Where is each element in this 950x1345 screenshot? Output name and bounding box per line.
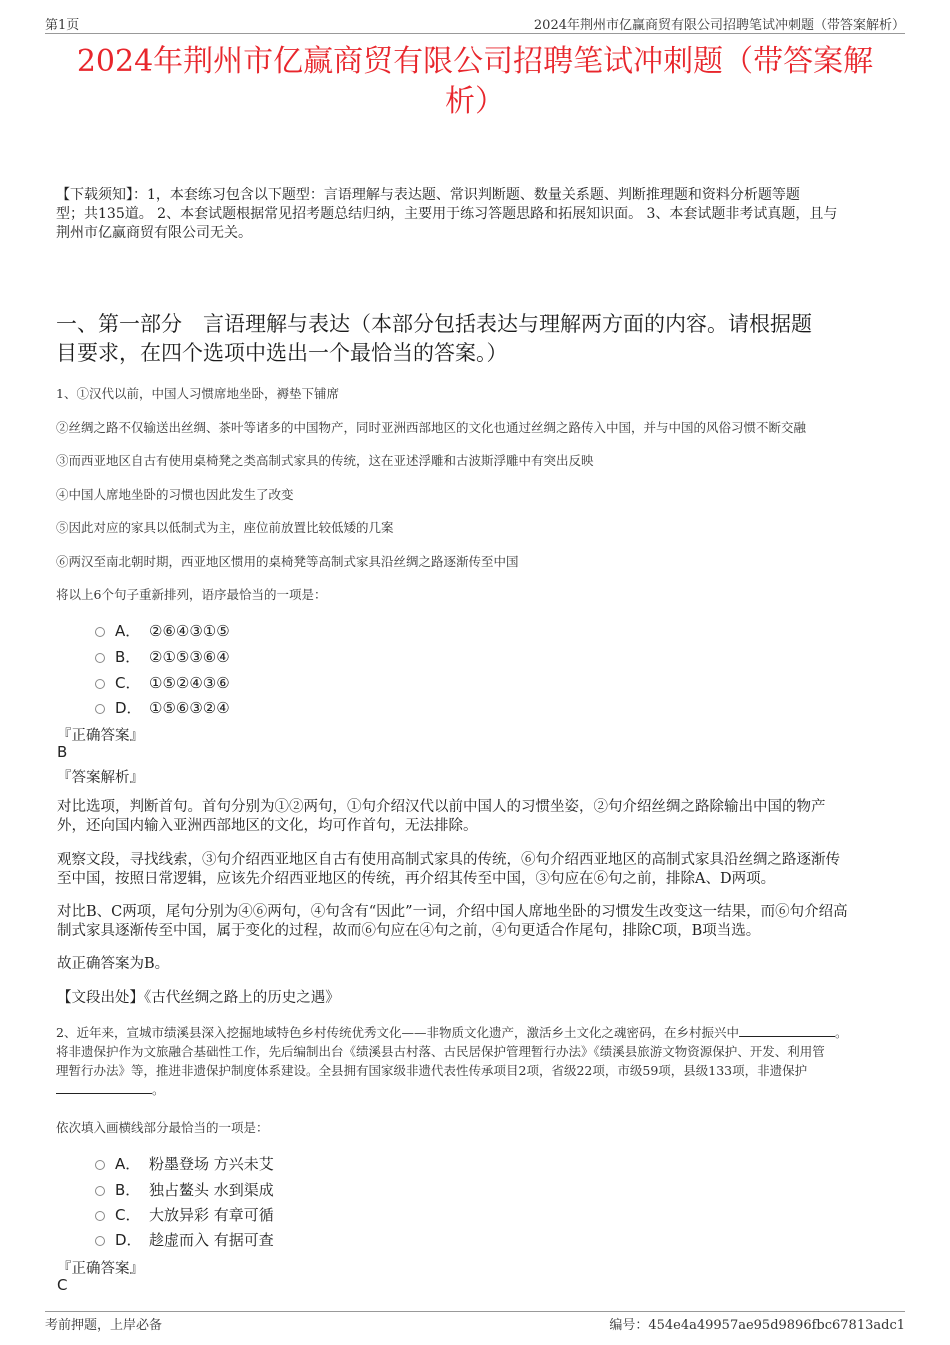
fill-blank [739,1024,835,1037]
q1-conclusion: 故正确答案为B。 [57,956,170,972]
q1-source: 【文段出处】《古代丝绸之路上的历史之遇》 [57,990,340,1006]
page-title-line2: 析） [445,84,505,119]
q2-option-b[interactable]: B． 独占鳌头 水到渠成 [95,1179,274,1200]
q1-analysis-paragraph: 对比B、C两项，尾句分别为④⑥两句，④句含有“因此”一词，介绍中国人席地坐卧的习惯发生改变这一结果，而⑥句介绍高 制式家具逐渐传至中国，属于变化的过程，故而⑥句应在④句之前，④句更适合作尾句，排除C项，B项当选。 [57,904,848,939]
footer-serial: 编号：454e4a49957ae95d9896fbc67813adc1 [609,1318,905,1333]
section-heading [56,310,906,368]
notice-line: 型；共135道。 2、本套试题根据常见招考题总结归纳，主要用于练习答题思路和拓展知识面。 3、本套试题非考试真题，且与 [56,206,838,222]
q1-prompt: 将以上6个句子重新排列，语序最恰当的一项是： [56,587,327,602]
q2-option-c[interactable]: C． 大放异彩 有章可循 [95,1204,274,1225]
radio-icon[interactable] [95,704,105,714]
radio-icon[interactable] [95,653,105,663]
q1-option-d[interactable]: D． ①⑤⑥③②④ [95,697,230,718]
footer-divider [45,1311,905,1312]
q1-sentence: ⑤因此对应的家具以低制式为主，座位前放置比较低矮的几案 [56,520,394,535]
fill-blank [56,1081,152,1094]
radio-icon[interactable] [95,627,105,637]
q2-stem: 2、近年来，宣城市绩溪县深入挖掘地域特色乡村传统优秀文化——非物质文化遗产，激活乡土文化之魂密码，在乡村振兴中 。 将非遗保护作为文旅融合基础性工作，先后编制出台《绩溪县古村落、古民居保护管理暂行办法》《绩溪县旅游文物资源保护、开发、利用管 理暂行办法》等，推进非遗保护制度体系建设。全县拥有国家级非遗代表性传承项目2项，省级22项，市级59项，县级133项，非遗保护 。 [56,1025,848,1097]
q1-sentence: ④中国人席地坐卧的习惯也因此发生了改变 [56,487,294,502]
q1-sentence: ②丝绸之路不仅输送出丝绸、茶叶等诸多的中国物产，同时亚洲西部地区的文化也通过丝绸之路传入中国，并与中国的风俗习惯不断交融 [56,420,807,435]
header-divider [45,33,905,34]
page-number: 第1页 [45,18,80,33]
section-heading-line2: 目要求，在四个选项中选出一个最恰当的答案。） [56,341,508,365]
page-title-line1: 2024年荆州市亿赢商贸有限公司招聘笔试冲刺题（带答案解 [76,44,874,79]
q1-option-a[interactable]: A． ②⑥④③①⑤ [95,620,230,641]
radio-icon[interactable] [95,1160,105,1170]
q1-answer: B [57,743,68,761]
notice-line: 【下载须知】：1，本套练习包含以下题型：言语理解与表达题、常识判断题、数量关系题、判断推理题和资料分析题等题 [56,187,800,203]
q2-option-d[interactable]: D． 趁虚而入 有据可查 [95,1229,274,1250]
radio-icon[interactable] [95,1236,105,1246]
q1-analysis-label: 『答案解析』 [57,770,144,786]
q1-answer-label: 『正确答案』 [57,728,144,744]
q2-answer-label: 『正确答案』 [57,1261,144,1277]
section-heading-line1: 一、第一部分 言语理解与表达（本部分包括表达与理解两方面的内容。请根据题 [56,312,812,336]
notice-line: 荆州市亿赢商贸有限公司无关。 [56,225,252,241]
q1-analysis-paragraph: 对比选项，判断首句。首句分别为①②两句，①句介绍汉代以前中国人的习惯坐姿，②句介绍丝绸之路除输出中国的物产 外，还向国内输入亚洲西部地区的文化，均可作首句，无法排除。 [57,799,826,834]
q1-sentence: 1、①汉代以前，中国人习惯席地坐卧，褥垫下铺席 [56,386,339,401]
q1-sentence: ③而西亚地区自古有使用桌椅凳之类高制式家具的传统，这在亚述浮雕和古波斯浮雕中有突出反映 [56,453,594,468]
radio-icon[interactable] [95,1186,105,1196]
q1-option-c[interactable]: C． ①⑤②④③⑥ [95,672,230,693]
header-doc-title: 2024年荆州市亿赢商贸有限公司招聘笔试冲刺题（带答案解析） [533,18,905,33]
q2-answer: C [57,1276,68,1294]
page-title [45,42,905,122]
footer-slogan: 考前押题，上岸必备 [45,1318,163,1333]
q2-option-a[interactable]: A． 粉墨登场 方兴未艾 [95,1153,274,1174]
radio-icon[interactable] [95,1211,105,1221]
q1-sentence: ⑥两汉至南北朝时期，西亚地区惯用的桌椅凳等高制式家具沿丝绸之路逐渐传至中国 [56,554,519,569]
q2-prompt: 依次填入画横线部分最恰当的一项是： [56,1120,269,1135]
q1-analysis-paragraph: 观察文段，寻找线索，③句介绍西亚地区自古有使用高制式家具的传统，⑥句介绍西亚地区的高制式家具沿丝绸之路逐渐传 至中国，按照日常逻辑，应该先介绍西亚地区的传统，再介绍其传至中国，③句应在⑥句之前，排除A、D两项。 [57,852,840,887]
download-notice [56,186,906,243]
radio-icon[interactable] [95,679,105,689]
q1-option-b[interactable]: B． ②①⑤③⑥④ [95,646,230,667]
